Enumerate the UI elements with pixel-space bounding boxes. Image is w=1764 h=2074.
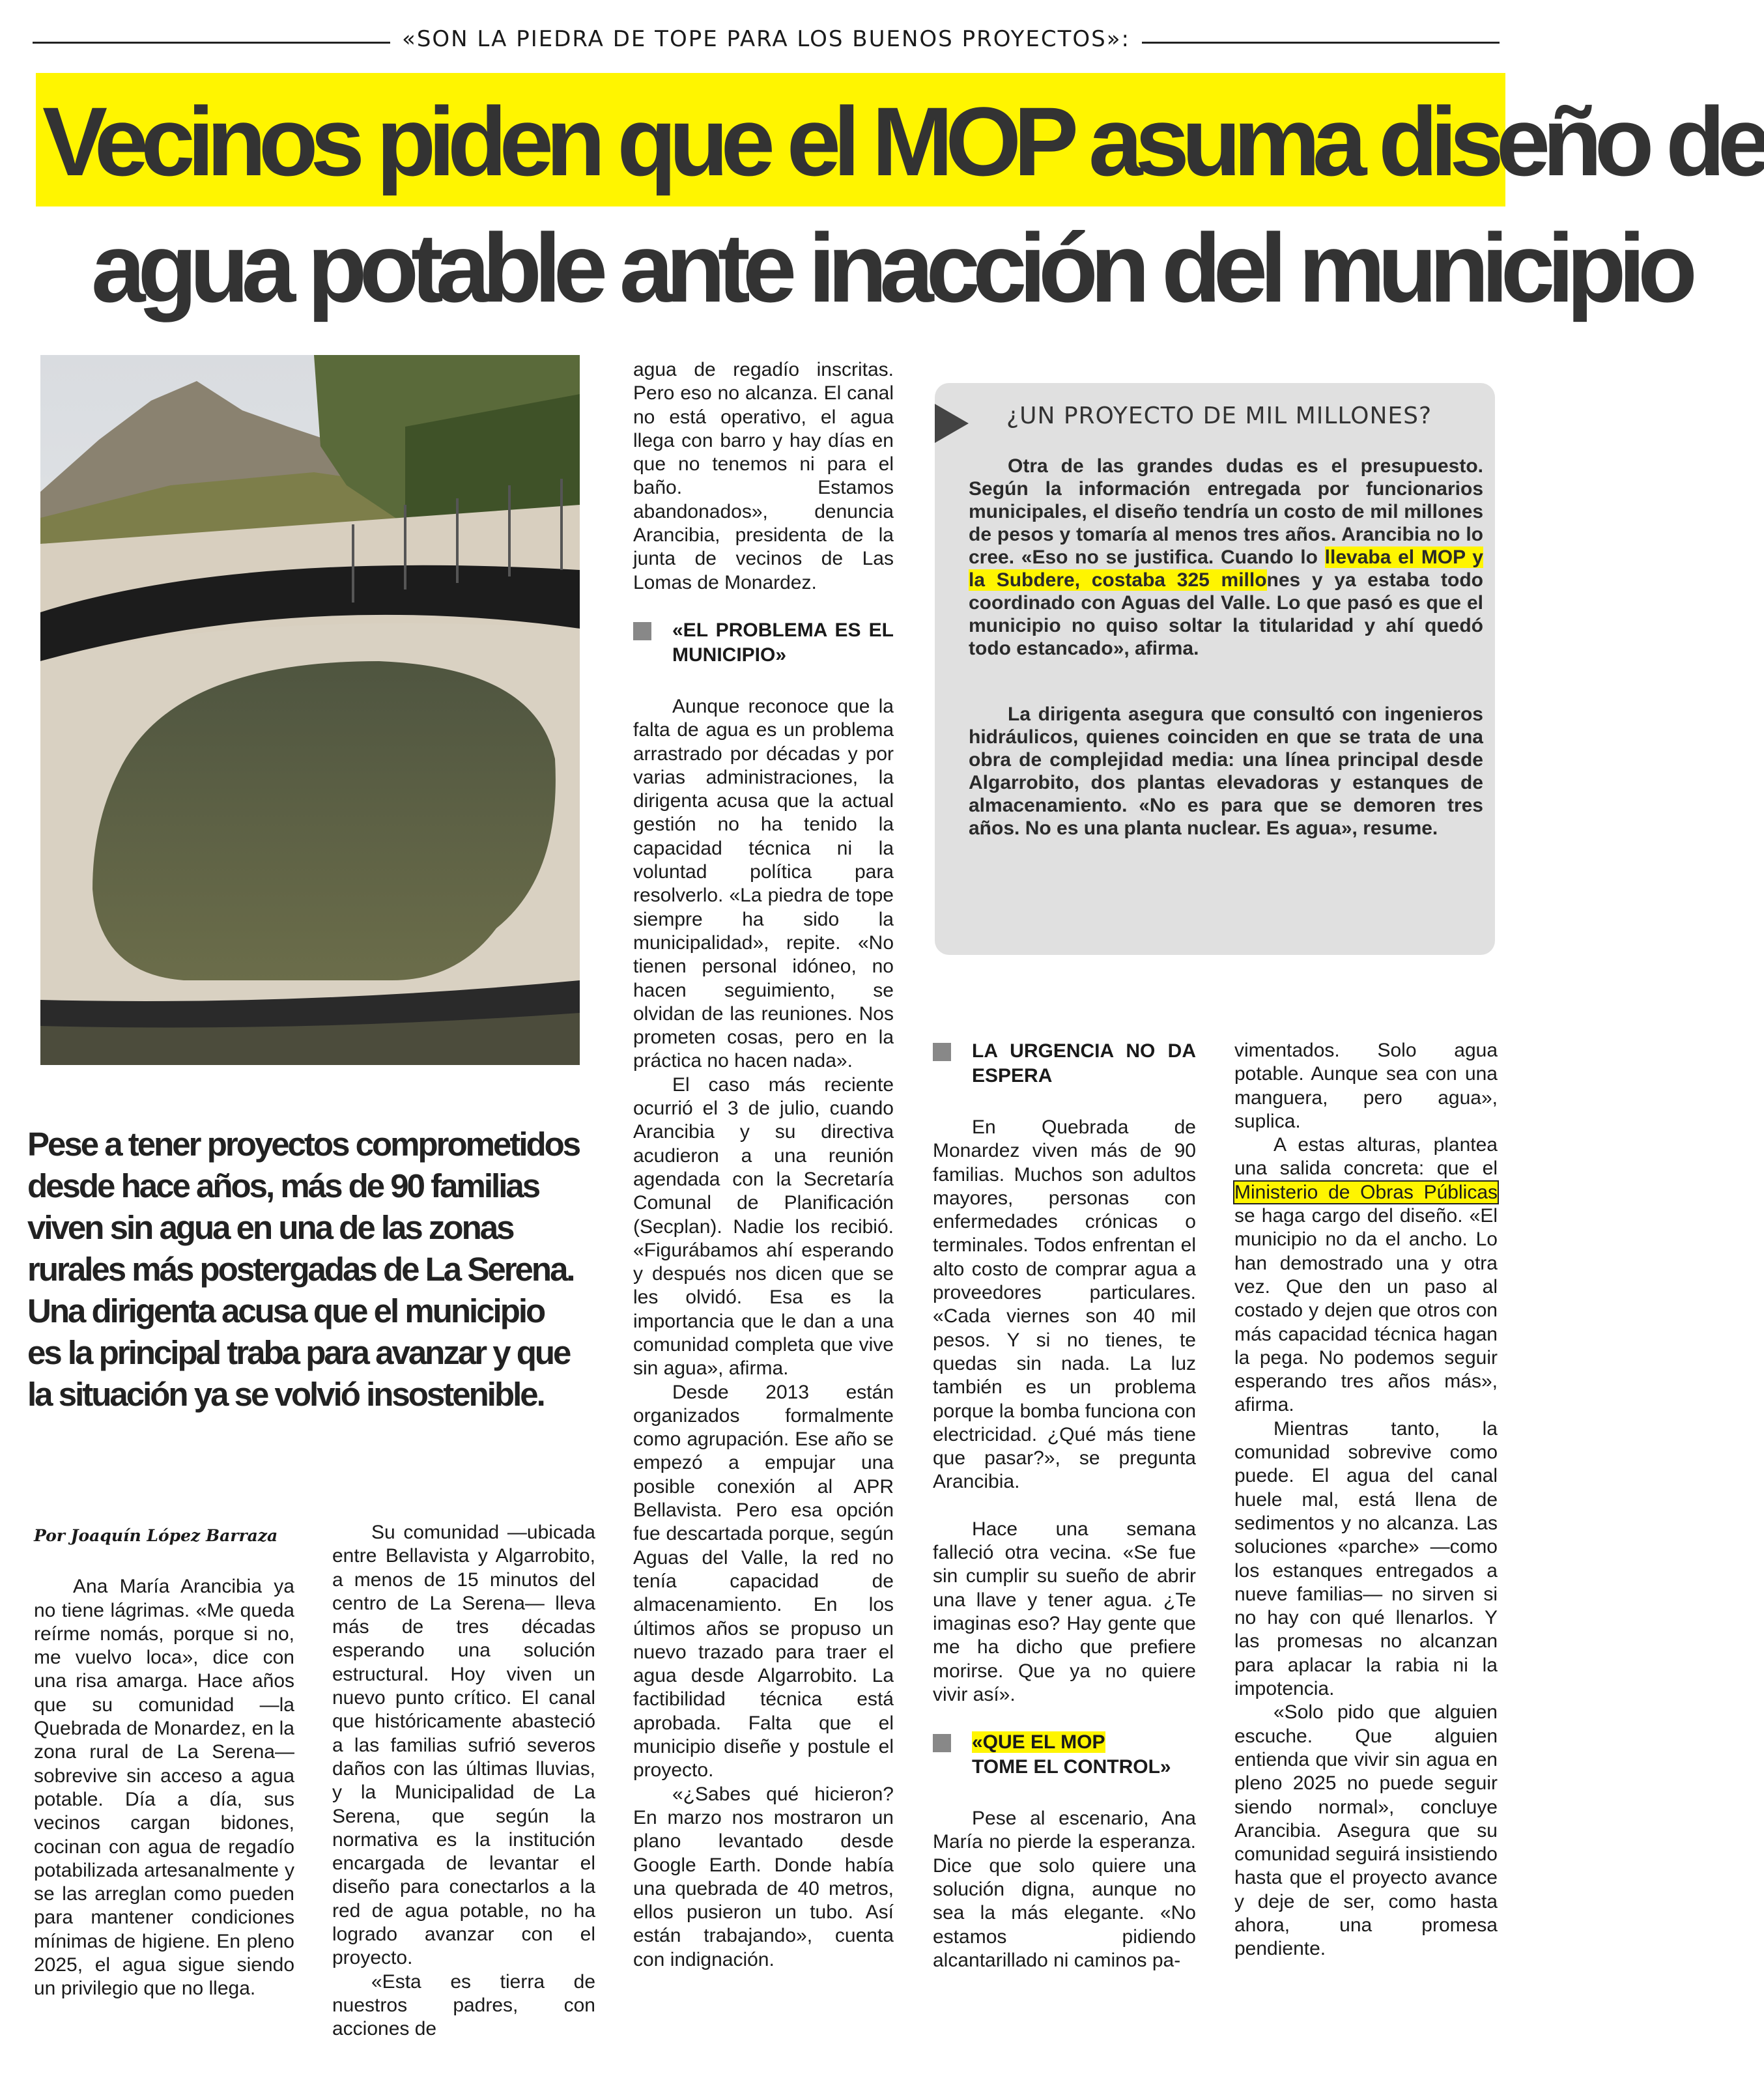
headline-line1: Vecinos piden que el MOP asuma diseño de <box>42 87 1764 196</box>
col5-paragraph-2: Mientras tanto, la comunidad sobrevive como puede. El agua del canal huele mal, está llena de sedimentos y no alcanza. Las soluciones «parche» —como los estanques entregados a nueve familias— no sirven si no hay con qué llenarlos. Y las promesas no alcanzan para aplacar la rabia ni la impotencia. <box>1234 1417 1498 1700</box>
article-column-3 <box>633 358 894 1972</box>
headline-line2: agua potable ante inacción del municipio <box>91 213 1690 322</box>
col4-paragraph-2: Hace una semana falleció otra vecina. «Se fue sin cumplir su sueño de abrir una llave y tener agua. ¿Te imaginas eso? Hay gente que me ha dicho que prefiere morirse. Que ya no quiere vivir así». <box>933 1518 1196 1705</box>
highlighted-ministry: Ministerio de Obras Públicas <box>1234 1181 1498 1203</box>
col5-paragraph-3: «Solo pido que alguien escuche. Que alguien entienda que vivir sin agua en pleno 2025 no puede seguir siendo normal», concluye Arancibia. Asegura que su comunidad seguirá insistiendo hasta que el proyecto avance y deje de ser, como hasta ahora, una promesa pendiente. <box>1234 1701 1498 1960</box>
sidebar-paragraph-1: Otra de las grandes dudas es el presupuesto. Según la información entregada por funcionarios municipales, el diseño tendría un costo de mil millones de pesos y tomaría al menos tres años. Arancibia no lo cree. «Eso no se justifica. Cuando lo llevaba el MOP y la Subdere, costaba 325 millones y ya estaba todo coordinado con Aguas del Valle. Lo que pasó es que el municipio no quiso soltar la titularidad y ahí quedó todo estancado», afirma. <box>969 455 1483 659</box>
col3-paragraph-4: «¿Sabes qué hicieron? En marzo nos mostraron un plano levantado desde Google Earth. Donde había una quebrada de 40 metros, ellos pusieron un tubo. Así están trabajando», cuenta con indignación. <box>633 1783 894 1970</box>
byline: Por Joaquín López Barraza <box>34 1526 278 1545</box>
article-column-2 <box>332 1521 595 2041</box>
col3-paragraph-3: Desde 2013 están organizados formalmente como agrupación. Ese año se empezó a empujar una posible conexión al APR Bellavista. Pero esa opción fue descartada porque, según Aguas del Valle, la red no tenía capacidad de almacenamiento. En los últimos años se propuso un nuevo trazado para traer el agua desde Algarrobito. La factibilidad técnica está aprobada. Falta que el municipio diseñe y postule el proyecto. <box>633 1381 894 1782</box>
square-bullet-icon <box>933 1043 951 1061</box>
article-column-4 <box>933 1039 1196 1972</box>
highlighted-quote: llevaba el MOP y la Subdere, costaba 325 millo <box>969 547 1483 591</box>
subhead-problema: «EL PROBLEMA ES EL MUNICIPIO» <box>633 618 894 668</box>
kicker-bar <box>33 26 1500 59</box>
article-column-1 <box>34 1524 294 2001</box>
deck: Pese a tener proyectos comprometidos desde hace años, más de 90 familias viven sin agua en una de las zonas rurales más postergadas de La Serena. Una dirigenta acusa que el municipio es la principal traba para avanzar y que la situación ya se volvió insostenible. <box>27 1126 580 1413</box>
sidebar-box <box>935 383 1495 955</box>
col5-paragraph-1: A estas alturas, plantea una salida concreta: que el Ministerio de Obras Públicas se haga cargo del diseño. «El municipio no da el ancho. Lo han demostrado una y otra vez. Que den un paso al costado y dejen que otros con más capacidad técnica hagan la pega. No podemos seguir esperando tres años más», afirma. <box>1234 1134 1498 1416</box>
col4-paragraph-3: Pese al escenario, Ana María no pierde la esperanza. Dice que solo quiere una solución digna, aunque no sea la más elegante. «No estamos pidiendo alcantarillado ni caminos pa- <box>933 1808 1196 1971</box>
reservoir-photo <box>40 355 580 1065</box>
col1-paragraph: Ana María Arancibia ya no tiene lágrimas. «Me queda reírme nomás, porque si no, me vuelvo loca», dice con una risa amarga. Hace años que su comunidad —la Quebrada de Monardez, en la zona rural de La Serena— sobrevive sin acceso a agua potable. Día a día, sus vecinos cargan bidones, cocinan con agua de regadío potabilizada artesanalmente y se las arreglan como pueden para mantener condiciones mínimas de higiene. En pleno 2025, el agua sigue siendo un privilegio que no llega. <box>34 1576 294 2000</box>
sidebar-title: ¿UN PROYECTO DE MIL MILLONES? <box>1006 403 1432 429</box>
kicker: «SON LA PIEDRA DE TOPE PARA LOS BUENOS PROYECTOS»: <box>390 26 1142 52</box>
col3-paragraph-0: agua de regadío inscritas. Pero eso no alcanza. El canal no está operativo, el agua llega con barro y hay días en que no tenemos ni para el baño. Estamos abandonados», denuncia Arancibia, presidenta de la junta de vecinos de Las Lomas de Monardez. <box>633 359 894 593</box>
headline-highlight <box>36 73 1764 206</box>
col3-paragraph-2: El caso más reciente ocurrió el 3 de julio, cuando Arancibia y su directiva acudieron a una reunión agendada con la Secretaría Comunal de Planificación (Secplan). Nadie los recibió. «Figurábamos ahí esperando y después nos dicen que se les olvidó. Esa es la importancia que le dan a una comunidad completa que vive sin agua», afirma. <box>633 1073 894 1380</box>
col4-paragraph-1: En Quebrada de Monardez viven más de 90 familias. Muchos son adultos mayores, personas con enfermedades crónicas o terminales. Todos enfrentan el alto costo de comprar agua a proveedores particulares. «Cada viernes son 40 mil pesos. Y si no tienes, te quedas sin nada. La luz también es un problema porque la bomba funciona con electricidad. ¿Qué más tiene que pasar?», se pregunta Arancibia. <box>933 1116 1196 1493</box>
square-bullet-icon <box>933 1734 951 1752</box>
col2-paragraph-1: Su comunidad —ubicada entre Bellavista y Algarrobito, a menos de 15 minutos del centro de La Serena— lleva más de tres décadas esperando una solución estructural. Hoy viven un nuevo punto crítico. El canal que históricamente abasteció a las familias sufrió severos daños con las últimas lluvias, y la Municipalidad de La Serena, que según la normativa es la institución encargada de levantar el diseño para conectarlos a la red de agua potable, no ha logrado avanzar con el proyecto. <box>332 1522 595 1969</box>
subhead-mop: «QUE EL MOP TOME EL CONTROL» <box>933 1730 1196 1780</box>
subhead-urgencia: LA URGENCIA NO DA ESPERA <box>933 1039 1196 1088</box>
col5-paragraph-0: vimentados. Solo agua potable. Aunque sea con una manguera, pero agua», suplica. <box>1234 1040 1498 1132</box>
square-bullet-icon <box>633 622 651 640</box>
col2-paragraph-2: «Esta es tierra de nuestros padres, con acciones de <box>332 1970 595 2040</box>
sidebar-paragraph-2: La dirigenta asegura que consultó con ingenieros hidráulicos, quienes coinciden en que se trata de una obra de complejidad media: una línea principal desde Algarrobito, dos plantas elevadoras y estanques de almacenamiento. «No es para que se demoren tres años. No es una planta nuclear. Es agua», resume. <box>969 703 1483 839</box>
play-triangle-icon <box>935 404 969 443</box>
article-column-5 <box>1234 1039 1498 1961</box>
col3-paragraph-1: Aunque reconoce que la falta de agua es un problema arrastrado por décadas y por varias administraciones, la dirigenta acusa que la actual gestión no ha tenido la capacidad técnica ni la voluntad política para resolverlo. «La piedra de tope siempre ha sido la municipalidad», repite. «No tienen personal idóneo, no hacen seguimiento, se olvidan de las reuniones. Nos prometen cosas, pero en la práctica no hacen nada». <box>633 695 894 1072</box>
